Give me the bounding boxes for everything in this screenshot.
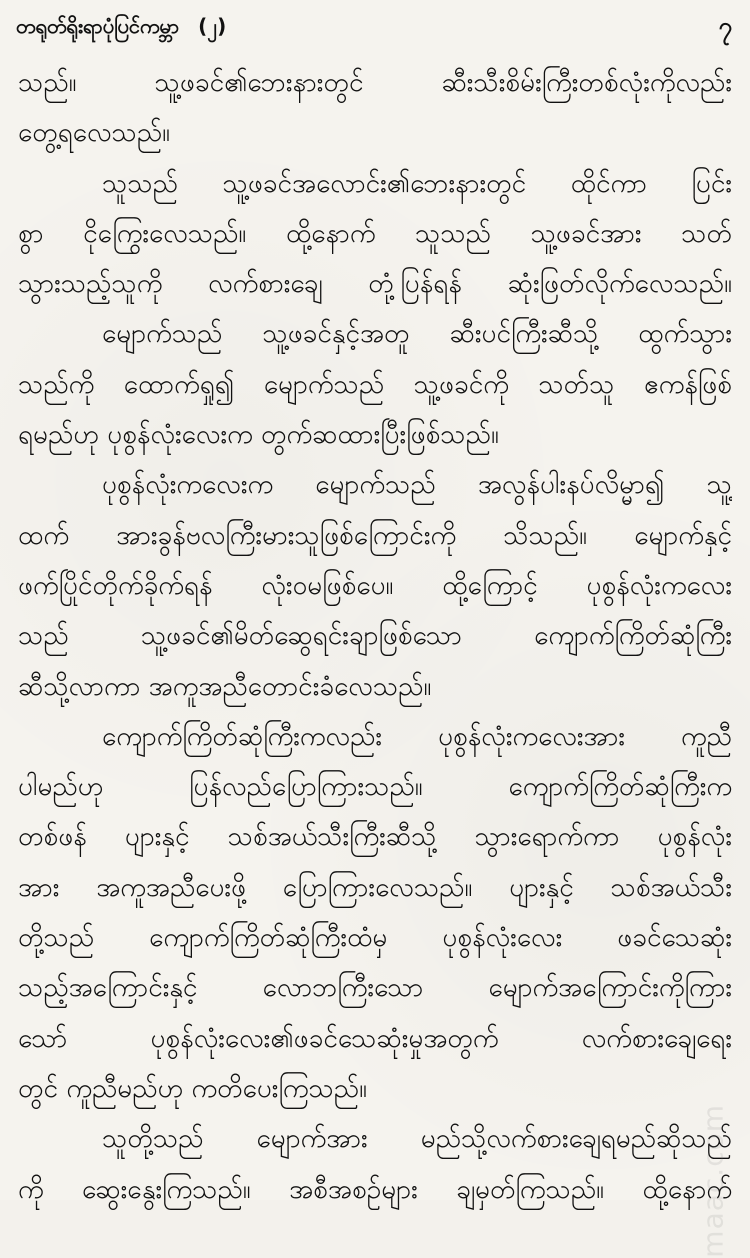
text-line: ဖက်ပြိုင်တိုက်ခိုက်ရန် လုံး၀မဖြစ်ပေ။ ထို့ကြောင့် ပုစွန်လုံးကလေး [18, 570, 732, 601]
running-title [16, 16, 226, 36]
chapter-number: (၂) [198, 14, 227, 38]
text-line: သည်။ သူ့ဖခင်၏ဘေးနားတွင် ဆီးသီးစိမ်းကြီးတစ်လုံးကိုလည်း [18, 68, 732, 98]
text-line: သည်ကို ထောက်ရှု၍ မျောက်သည် သူ့ဖခင်ကို သတ်သူ ဧကန်ဖြစ် [18, 369, 732, 400]
text-line: ကို ဆွေးနွေးကြသည်။ အစီအစဉ်များ ချမှတ်ကြသည်။ ထို့နောက် [18, 1174, 732, 1205]
paragraph-first-line: သူသည် သူ့ဖခင်အလောင်း၏ဘေးနားတွင် ထိုင်ကာ ပြင်း [102, 168, 732, 199]
text-line: ပါမည်ဟု ပြန်လည်ပြောကြားသည်။ ကျောက်ကြိတ်ဆုံကြီးက [18, 772, 732, 803]
text-line: သော် ပုစွန်လုံးလေး၏ဖခင်သေဆုံးမှုအတွက် လက်စားချေရေး [18, 1023, 732, 1054]
text-line: သည့်အကြောင်းနှင့် လောဘကြီးသော မျောက်အကြောင်းကိုကြား [18, 973, 732, 1004]
watermark: maac.com [697, 1104, 730, 1258]
text-line: ထက် အားခွန်ဗလကြီးမားသူဖြစ်ကြောင်းကို သိသည်။ မျောက်နှင့် [18, 520, 732, 551]
text-line: တို့သည် ကျောက်ကြိတ်ဆုံကြီးထံမှ ပုစွန်လုံးလေး ဖခင်သေဆုံး [18, 923, 732, 954]
paragraph-first-line: ကျောက်ကြိတ်ဆုံကြီးကလည်း ပုစွန်လုံးကလေးအား ကူညီ [102, 721, 732, 752]
text-line: တွေ့ရလေသည်။ [18, 118, 171, 149]
text-line: တစ်ဖန် ပျားနှင့် သစ်အယ်သီးကြီးဆီသို့ သွားရောက်ကာ ပုစွန်လုံး [18, 822, 732, 853]
book-title: တရုတ်ရိုးရာပုံပြင်ကမ္ဘာ [16, 14, 180, 38]
paragraph-first-line: သူတို့သည် မျောက်အား မည်သို့လက်စားချေရမည်ဆိုသည် [102, 1124, 732, 1155]
text-line: တွင် ကူညီမည်ဟု ကတိပေးကြသည်။ [18, 1073, 368, 1104]
page-header [16, 6, 732, 46]
paragraph-first-line: မျောက်သည် သူ့ဖခင်နှင့်အတူ ဆီးပင်ကြီးဆီသို့ ထွက်သွား [102, 319, 732, 350]
page-number: ၇ [718, 12, 732, 40]
text-line: စွာ ငိုကြွေးလေသည်။ ထို့နောက် သူသည် သူ့ဖခင်အား သတ် [18, 218, 732, 249]
text-line: ရမည်ဟု ပုစွန်လုံးလေးက တွက်ဆထားပြီးဖြစ်သည်။ [18, 420, 499, 451]
paragraph-first-line: ပုစွန်လုံးကလေးက မျောက်သည် အလွန်ပါးနပ်လိမ္မာ၍ သူ့ [102, 470, 732, 501]
text-line: အား အကူအညီပေးဖို့ ပြောကြားလေသည်။ ပျားနှင့် သစ်အယ်သီး [18, 872, 732, 903]
body-text [18, 58, 732, 1215]
text-line: ဆီသို့လာကာ အကူအညီတောင်းခံလေသည်။ [18, 671, 432, 702]
text-line: သွားသည့်သူကို လက်စားချေ တုံ့ပြန်ရန် ဆုံးဖြတ်လိုက်လေသည်။ [18, 269, 732, 300]
text-line: သည် သူ့ဖခင်၏မိတ်ဆွေရင်းချာဖြစ်သော ကျောက်ကြိတ်ဆုံကြီး [18, 621, 732, 652]
